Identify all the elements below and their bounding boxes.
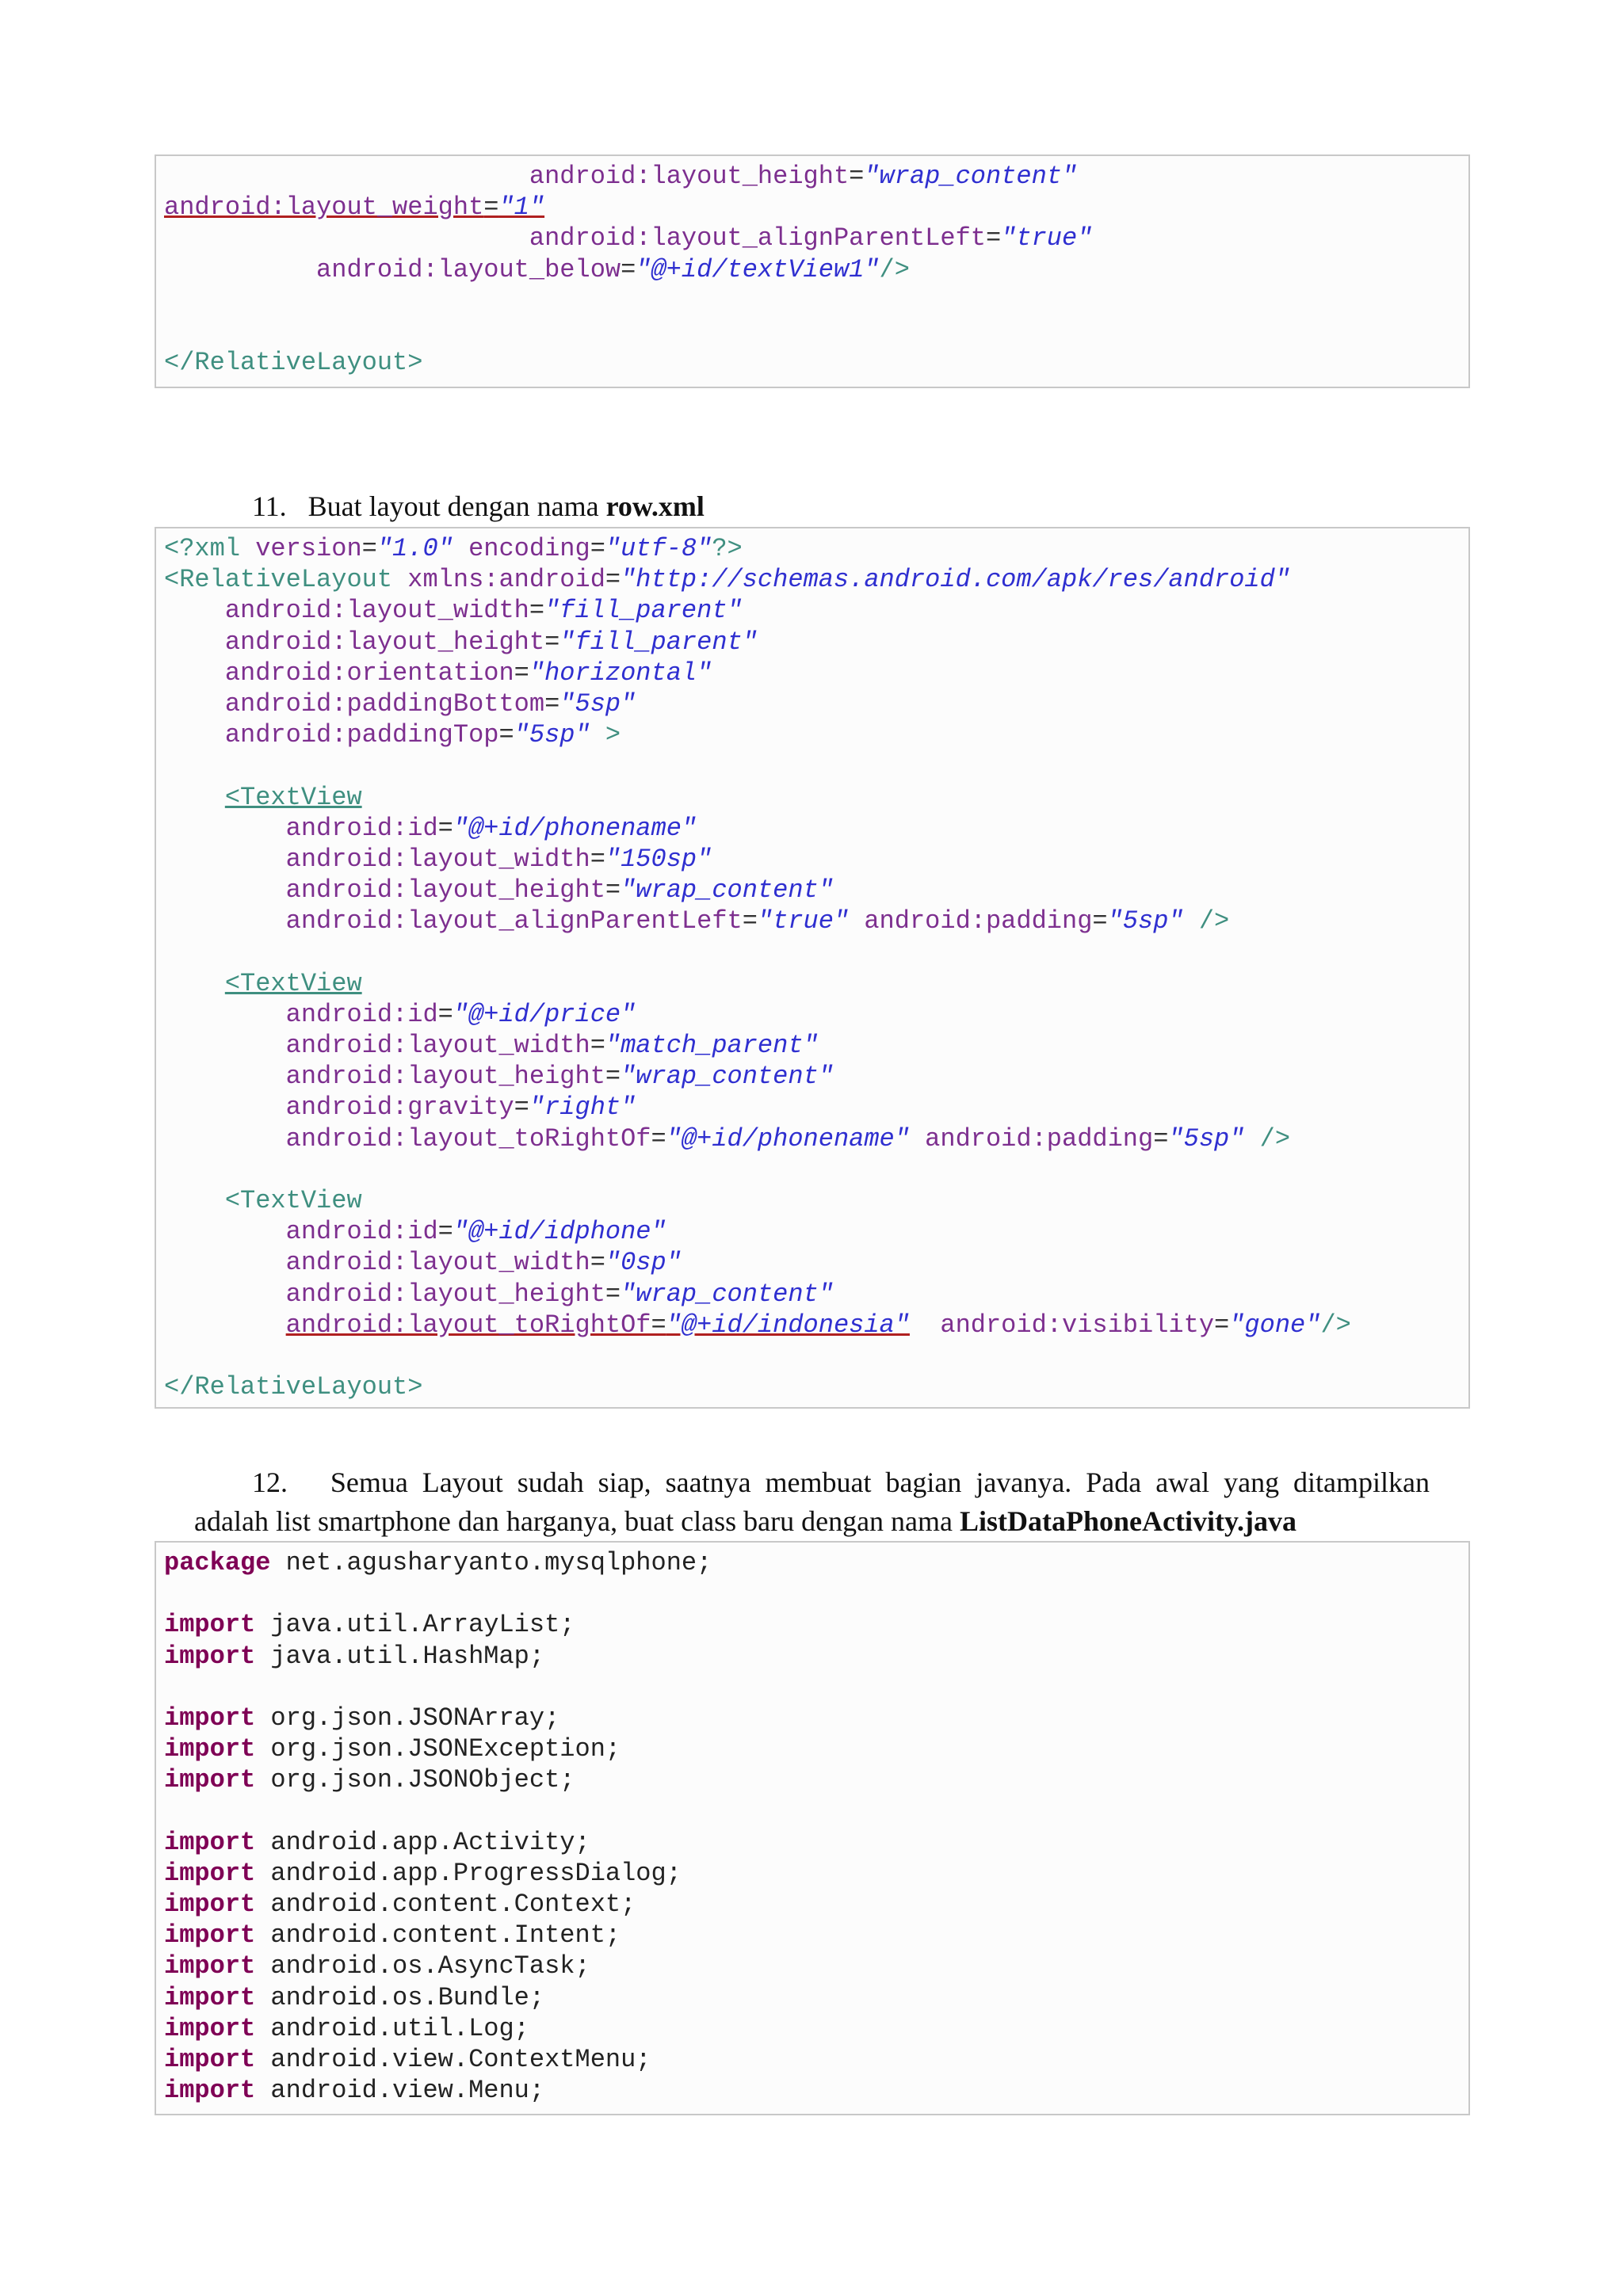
code-line xyxy=(164,1578,1468,1609)
step-text-line1: Semua Layout sudah siap, saatnya membuat bagian javanya. Pada awal yang ditampilkan xyxy=(330,1466,1430,1498)
code-token: = xyxy=(605,565,621,595)
step-filename: ListDataPhoneActivity.java xyxy=(960,1505,1296,1537)
code-line xyxy=(164,999,1468,1030)
code-token: > xyxy=(590,720,621,750)
code-token xyxy=(164,1217,286,1246)
code-token xyxy=(164,1000,286,1029)
code-line xyxy=(164,1982,1468,2013)
code-token: "wrap_content" xyxy=(621,1279,834,1309)
code-line xyxy=(164,1641,1468,1672)
code-token: = xyxy=(621,254,636,284)
code-line xyxy=(164,1703,1468,1733)
code-line xyxy=(164,813,1468,844)
step-12-paragraph-line1 xyxy=(252,1466,1430,1499)
code-line xyxy=(164,223,1468,254)
code-token xyxy=(164,1280,286,1309)
code-token xyxy=(164,720,225,749)
code-token xyxy=(164,906,286,936)
code-token: = xyxy=(544,627,560,657)
code-token: <RelativeLayout xyxy=(164,565,408,595)
code-token: java.util.ArrayList; xyxy=(255,1610,575,1640)
code-token: java.util.HashMap; xyxy=(255,1641,545,1671)
code-token: android.os.Bundle; xyxy=(255,1982,545,2012)
code-token: "@+id/phonename" xyxy=(453,813,697,843)
code-token: "150sp" xyxy=(605,844,712,874)
code-token xyxy=(164,1031,286,1060)
code-token: import xyxy=(164,1641,256,1671)
code-token: net.agusharyanto.mysqlphone; xyxy=(270,1548,712,1577)
code-token: </RelativeLayout> xyxy=(164,1372,423,1402)
code-token xyxy=(164,1310,286,1340)
code-line xyxy=(164,1123,1468,1154)
code-line xyxy=(164,1547,1468,1578)
code-token xyxy=(164,162,529,191)
code-line xyxy=(164,627,1468,658)
code-token: <TextView xyxy=(224,782,362,812)
code-token xyxy=(164,596,225,625)
code-token xyxy=(164,1093,286,1122)
code-token: import xyxy=(164,1920,256,1951)
code-token xyxy=(164,1248,286,1277)
code-line xyxy=(164,1672,1468,1703)
code-line xyxy=(164,533,1468,564)
code-line xyxy=(164,719,1468,750)
code-token: = xyxy=(437,813,453,843)
code-token: = xyxy=(361,534,377,563)
code-token xyxy=(164,845,286,874)
code-line xyxy=(164,1764,1468,1795)
code-line xyxy=(164,564,1468,595)
code-token: "gone" xyxy=(1229,1310,1321,1340)
code-token: = xyxy=(1214,1310,1230,1340)
code-token: = xyxy=(590,1031,605,1060)
code-token: import xyxy=(164,1610,256,1640)
code-line xyxy=(164,347,1468,378)
code-token: android:paddingBottom xyxy=(224,688,545,719)
code-token xyxy=(910,1124,925,1154)
code-token: "wrap_content" xyxy=(621,875,834,906)
code-token: android:padding xyxy=(925,1123,1154,1154)
code-token xyxy=(164,1062,286,1091)
code-token: import xyxy=(164,1982,256,2012)
code-listing xyxy=(164,1547,1468,2106)
code-token: = xyxy=(498,720,514,750)
code-token: android.view.ContextMenu; xyxy=(255,2045,651,2074)
code-token: android.os.AsyncTask; xyxy=(255,1951,590,1981)
code-token: "fill_parent" xyxy=(559,627,758,657)
code-token: = xyxy=(544,688,560,719)
code-token: android:layout_alignParentLeft xyxy=(529,223,986,254)
code-token: import xyxy=(164,1827,256,1857)
code-token: android:layout_toRightOf xyxy=(285,1310,651,1340)
code-line xyxy=(164,688,1468,719)
code-token: android:orientation xyxy=(224,658,514,688)
step-number: 11. xyxy=(252,490,287,522)
code-line xyxy=(164,2044,1468,2075)
code-line xyxy=(164,595,1468,626)
code-token: "horizontal" xyxy=(529,658,712,688)
code-line xyxy=(164,1827,1468,1858)
code-token: "fill_parent" xyxy=(544,596,743,626)
code-token: "@+id/indonesia" xyxy=(666,1310,910,1340)
code-line xyxy=(164,161,1468,192)
code-token xyxy=(164,255,316,284)
code-line xyxy=(164,658,1468,688)
code-token: org.json.JSONObject; xyxy=(255,1765,575,1795)
code-token: org.json.JSONArray; xyxy=(255,1703,560,1733)
code-line xyxy=(164,906,1468,936)
code-token: package xyxy=(164,1548,271,1577)
code-token: android:layout_width xyxy=(285,1248,590,1278)
code-token: = xyxy=(437,1217,453,1247)
step-filename: row.xml xyxy=(605,490,705,522)
code-token: = xyxy=(985,223,1002,254)
code-token: "5sp" xyxy=(514,720,590,750)
code-line xyxy=(164,2013,1468,2044)
code-token: android:paddingTop xyxy=(224,720,499,750)
code-token: android:layout_height xyxy=(285,1279,605,1309)
code-line xyxy=(164,1279,1468,1310)
code-token xyxy=(453,534,468,563)
code-token xyxy=(164,223,529,253)
step-11-paragraph xyxy=(252,490,705,523)
code-line xyxy=(164,1154,1468,1185)
code-token xyxy=(164,783,225,812)
code-token: android:layout_height xyxy=(224,627,545,657)
code-token xyxy=(164,814,286,843)
code-token: android:layout_below xyxy=(316,254,621,284)
code-token: android:layout_height xyxy=(285,875,605,906)
code-token: import xyxy=(164,1765,256,1795)
code-line xyxy=(164,192,1468,223)
code-line xyxy=(164,968,1468,999)
code-token: android.content.Intent; xyxy=(255,1920,621,1951)
code-token: /> xyxy=(879,254,910,284)
code-line xyxy=(164,844,1468,875)
code-line xyxy=(164,1371,1468,1402)
code-token: android.app.Activity; xyxy=(255,1827,590,1857)
code-token: android:layout_weight xyxy=(164,193,484,223)
code-line xyxy=(164,1889,1468,1920)
code-token xyxy=(164,627,225,657)
code-token: "0sp" xyxy=(605,1248,682,1278)
code-block-layout-end xyxy=(155,154,1470,388)
code-token: "@+id/idphone" xyxy=(453,1217,666,1247)
code-token: /> xyxy=(1183,906,1230,936)
code-line xyxy=(164,1030,1468,1061)
code-line xyxy=(164,750,1468,781)
code-token: import xyxy=(164,2013,256,2043)
code-token: /> xyxy=(1320,1310,1351,1340)
code-token: = xyxy=(651,1123,666,1154)
code-token: import xyxy=(164,1734,256,1764)
code-token: android:layout_toRightOf xyxy=(285,1123,651,1154)
step-text: Buat layout dengan nama xyxy=(307,490,606,522)
code-token: android:id xyxy=(285,999,438,1029)
code-line xyxy=(164,1609,1468,1640)
code-token: = xyxy=(1092,906,1108,936)
code-token: = xyxy=(742,906,758,936)
code-line xyxy=(164,1796,1468,1827)
code-token xyxy=(164,658,225,688)
code-token: = xyxy=(514,1093,529,1123)
code-token: android:layout_width xyxy=(285,844,590,874)
code-line xyxy=(164,1310,1468,1341)
code-token: "1.0" xyxy=(376,534,453,563)
code-token: = xyxy=(590,534,605,563)
code-token: android:gravity xyxy=(285,1093,514,1123)
code-block-java xyxy=(155,1541,1470,2115)
code-line xyxy=(164,285,1468,316)
code-token xyxy=(849,906,864,936)
step-number: 12. xyxy=(252,1466,288,1498)
code-token: "@+id/textView1" xyxy=(636,254,880,284)
code-token: = xyxy=(1153,1123,1169,1154)
code-line xyxy=(164,1061,1468,1092)
code-token: android:id xyxy=(285,813,438,843)
code-token: "5sp" xyxy=(1107,906,1184,936)
code-line xyxy=(164,1092,1468,1123)
code-token: = xyxy=(529,596,545,626)
code-token: "1" xyxy=(498,193,545,223)
code-token: android:layout_height xyxy=(529,162,850,191)
code-token: import xyxy=(164,1890,256,1920)
code-line xyxy=(164,875,1468,906)
code-token: "5sp" xyxy=(1168,1123,1245,1154)
code-token: import xyxy=(164,1858,256,1888)
code-line xyxy=(164,316,1468,347)
code-line xyxy=(164,254,1468,285)
code-token: encoding xyxy=(468,534,590,563)
code-line xyxy=(164,1185,1468,1216)
code-token xyxy=(164,1124,286,1154)
code-token: "true" xyxy=(757,906,850,936)
code-token: </RelativeLayout> xyxy=(164,348,423,378)
code-token xyxy=(164,969,225,998)
code-listing xyxy=(164,533,1468,1402)
code-token: "match_parent" xyxy=(605,1031,819,1060)
code-token: org.json.JSONException; xyxy=(255,1734,621,1764)
code-token: = xyxy=(605,875,621,906)
code-token: <?xml xyxy=(164,534,256,563)
code-token xyxy=(164,689,225,719)
code-token: ?> xyxy=(712,534,743,563)
code-line xyxy=(164,1733,1468,1764)
code-line xyxy=(164,2075,1468,2106)
code-block-row-xml xyxy=(155,527,1470,1409)
code-token: android:padding xyxy=(864,906,1093,936)
code-token: = xyxy=(605,1062,621,1092)
code-token: = xyxy=(590,1248,605,1278)
code-line xyxy=(164,1247,1468,1278)
code-token: "5sp" xyxy=(559,688,636,719)
code-token: <TextView xyxy=(224,968,362,998)
code-line xyxy=(164,1951,1468,1981)
code-token: android.view.Menu; xyxy=(255,2076,545,2106)
code-line xyxy=(164,1858,1468,1889)
code-token: android:layout_width xyxy=(224,596,529,626)
code-token: "wrap_content" xyxy=(864,162,1078,191)
code-token: = xyxy=(437,999,453,1029)
step-text-line2: adalah list smartphone dan harganya, buat class baru dengan nama xyxy=(194,1505,960,1537)
code-token: import xyxy=(164,2045,256,2074)
code-line xyxy=(164,782,1468,813)
code-token: import xyxy=(164,1951,256,1981)
code-token: "@+id/price" xyxy=(453,999,636,1029)
code-token xyxy=(910,1310,940,1340)
code-token: "wrap_content" xyxy=(621,1062,834,1092)
step-12-paragraph-line2 xyxy=(194,1505,1296,1538)
code-token: <TextView xyxy=(224,1185,362,1215)
code-token: = xyxy=(590,844,605,874)
code-token xyxy=(164,1186,225,1215)
code-token xyxy=(164,875,286,905)
code-token: "true" xyxy=(1001,223,1093,254)
code-token: android:visibility xyxy=(940,1310,1215,1340)
code-token: import xyxy=(164,2076,256,2106)
code-token: android.app.ProgressDialog; xyxy=(255,1858,682,1888)
code-token: android.content.Context; xyxy=(255,1890,636,1920)
code-line xyxy=(164,1216,1468,1247)
code-token: "right" xyxy=(529,1093,636,1123)
code-token: = xyxy=(651,1310,666,1340)
code-token: android:layout_alignParentLeft xyxy=(285,906,743,936)
code-token: /> xyxy=(1244,1123,1291,1154)
code-line xyxy=(164,1341,1468,1371)
code-token: android.util.Log; xyxy=(255,2013,529,2043)
code-token: = xyxy=(849,162,865,191)
code-token: android:layout_width xyxy=(285,1031,590,1060)
code-token: "@+id/phonename" xyxy=(666,1123,910,1154)
code-token: = xyxy=(605,1279,621,1309)
code-token: = xyxy=(514,658,529,688)
code-token: "http://schemas.android.com/apk/res/android" xyxy=(621,565,1291,595)
code-listing xyxy=(164,161,1468,378)
code-token: "utf-8" xyxy=(605,534,712,563)
code-token: xmlns:android xyxy=(407,565,605,595)
code-line xyxy=(164,936,1468,967)
code-token: = xyxy=(483,193,499,223)
code-token: android:id xyxy=(285,1217,438,1247)
code-token: import xyxy=(164,1703,256,1733)
code-token: android:layout_height xyxy=(285,1062,605,1092)
code-line xyxy=(164,1920,1468,1951)
code-token: version xyxy=(255,534,362,563)
